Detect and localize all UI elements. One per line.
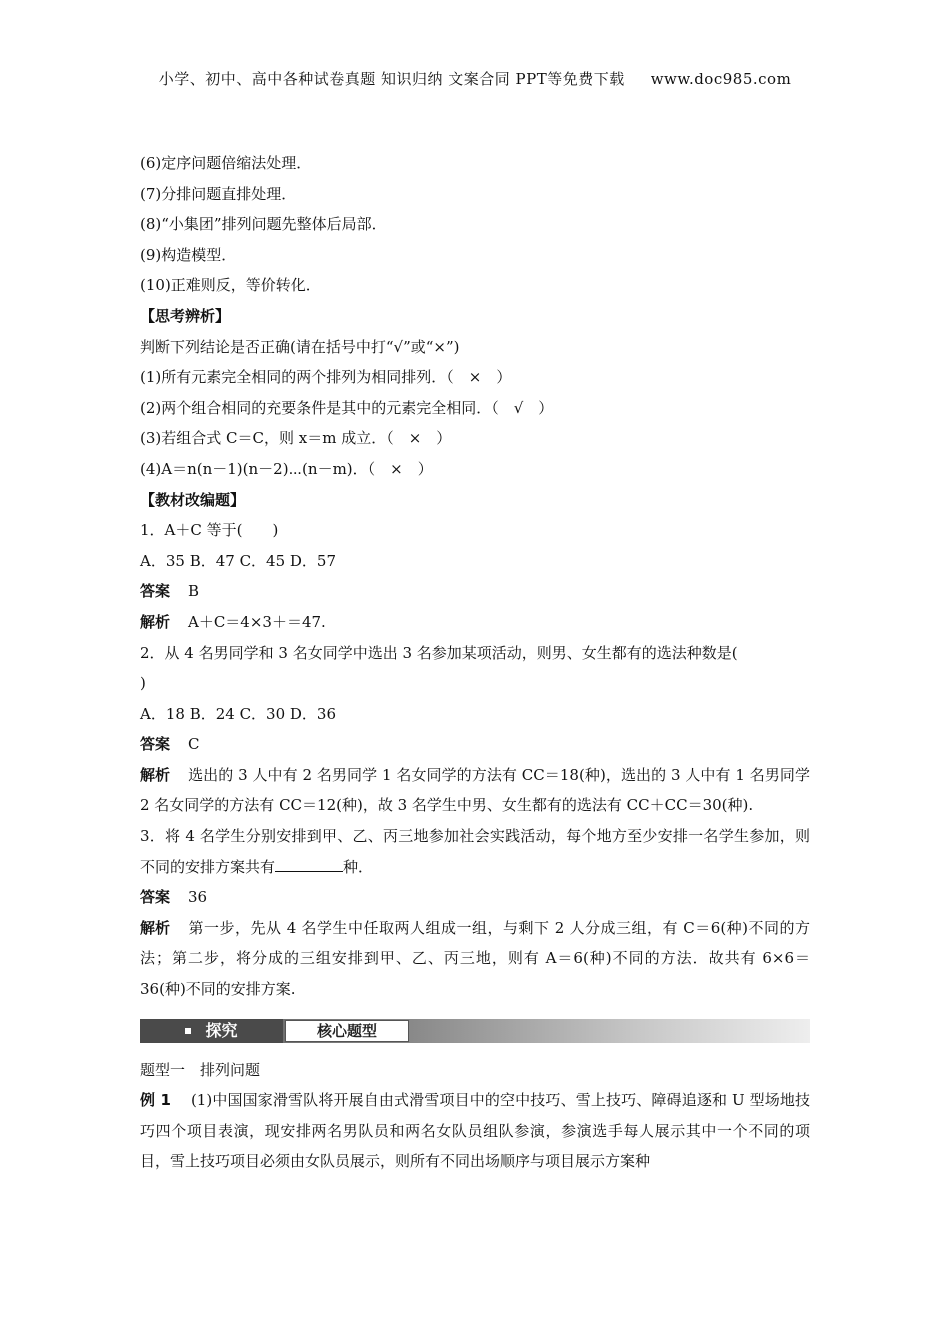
section-banner <box>140 1019 810 1043</box>
think-item: (4)A＝n(n－1)(n－2)⋯(n－m)．（ × ） <box>140 459 433 478</box>
think-item: (2)两个组合相同的充要条件是其中的元素完全相同．（ √ ） <box>140 398 554 417</box>
page-header <box>0 68 950 89</box>
analysis-text: 选出的 3 人中有 2 名男同学 1 名女同学的方法有 CC＝18(种)，选出的 3 人中有 1 名男同学 2 名女同学的方法有 CC＝12(种)，故 3 名学生中男、女生都有的选法有 CC＋CC＝30(种). <box>140 765 810 815</box>
think-item: (1)所有元素完全相同的两个排列为相同排列．（ × ） <box>140 368 512 387</box>
type1-title: 题型一 排列问题 <box>140 1060 261 1079</box>
think-item: (3)若组合式 C＝C，则 x＝m 成立．（ × ） <box>140 429 452 448</box>
analysis-label: 解析 <box>140 612 171 631</box>
q2-analysis <box>140 760 810 821</box>
answer-value: B <box>188 582 200 601</box>
analysis-text: 第一步，先从 4 名学生中任取两人组成一组，与剩下 2 人分成三组，有 C＝6(种)不同的方法；第二步，将分成的三组安排到甲、乙、丙三地，则有 A＝6(种)不同的方法．故共有 6×6＝36(种)不同的安排方案. <box>140 918 810 999</box>
answer-value: C <box>188 735 200 754</box>
q3-stem-text: 3．将 4 名学生分别安排到甲、乙、丙三地参加社会实践活动，每个地方至少安排一名学生参加，则不同的安排方案共有 <box>140 827 810 876</box>
q3-stem-end: 种． <box>343 857 374 876</box>
q2-options: A．18 B．24 C．30 D．36 <box>140 704 337 723</box>
section-title-think: 【思考辨析】 <box>140 306 231 325</box>
q1-analysis <box>140 607 810 638</box>
header-text: 小学、初中、高中各种试卷真题 知识归纳 文案合同 PPT等免费下载 <box>158 70 625 88</box>
banner-left-label: 探究 <box>205 1020 238 1040</box>
method-item: (10)正难则反，等价转化． <box>140 276 321 295</box>
q1-stem: 1．A＋C 等于( ) <box>140 521 279 540</box>
method-item: (7)分排问题直排处理． <box>140 184 297 203</box>
q3-stem <box>140 821 810 882</box>
method-item: (9)构造模型． <box>140 245 237 264</box>
answer-label: 答案 <box>140 888 171 907</box>
banner-right: 核心题型 <box>285 1020 409 1042</box>
answer-label: 答案 <box>140 582 171 601</box>
q1-answer <box>140 576 810 607</box>
analysis-label: 解析 <box>140 765 171 784</box>
q2-stem-end: ) <box>140 674 146 693</box>
analysis-text: A＋C＝4×3＋＝47. <box>188 612 326 631</box>
answer-value: 36 <box>188 888 208 907</box>
fill-blank <box>275 855 343 872</box>
banner-left <box>140 1019 283 1043</box>
method-item: (8)“小集团”排列问题先整体后局部． <box>140 215 387 234</box>
page-content <box>140 148 810 1177</box>
q2-stem: 2．从 4 名男同学和 3 名女同学中选出 3 名参加某项活动，则男、女生都有的选法种数是( <box>140 643 738 662</box>
example-1 <box>140 1085 810 1177</box>
q3-analysis <box>140 913 810 1005</box>
example-label: 例 1 <box>140 1091 171 1110</box>
think-intro: 判断下列结论是否正确(请在括号中打“√”或“×”) <box>140 337 460 356</box>
q1-options: A．35 B．47 C．45 D．57 <box>140 551 337 570</box>
answer-label: 答案 <box>140 735 171 754</box>
q2-answer <box>140 729 810 760</box>
example-text: (1)中国国家滑雪队将开展自由式滑雪项目中的空中技巧、雪上技巧、障碍追逐和 U 型场地技巧四个项目表演，现安排两名男队员和两名女队员组队参演，参演选手每人展示其中一个不同的项目，雪上技巧项目必须由女队员展示，则所有不同出场顺序与项目展示方案种 <box>140 1091 810 1171</box>
section-title-textbook: 【教材改编题】 <box>140 490 246 509</box>
analysis-label: 解析 <box>140 918 171 937</box>
header-site-link[interactable]: www.doc985.com <box>650 70 792 88</box>
q3-answer <box>140 882 810 913</box>
method-item: (6)定序问题倍缩法处理． <box>140 154 312 172</box>
square-bullet-icon <box>185 1028 191 1034</box>
